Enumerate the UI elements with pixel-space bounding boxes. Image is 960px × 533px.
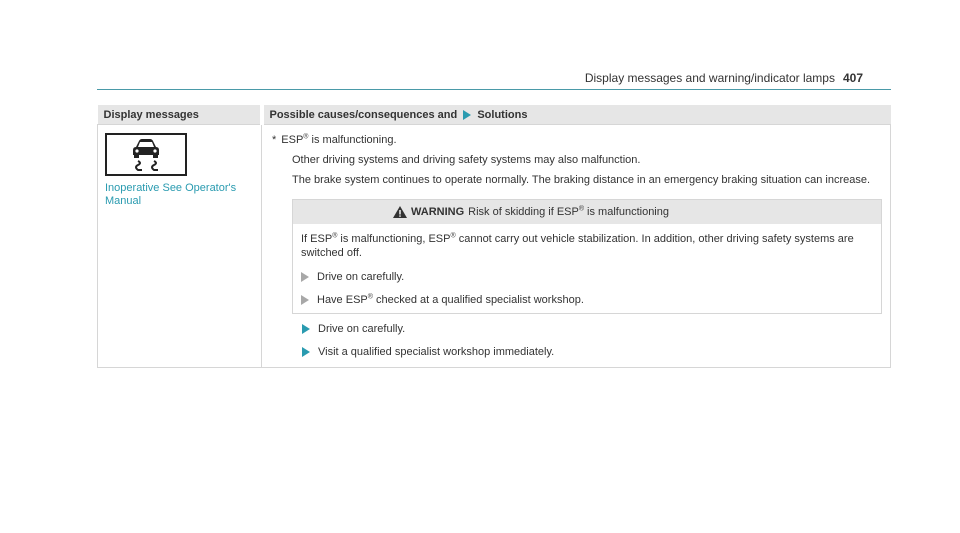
header-rule [97,89,891,90]
step-arrow-icon [301,295,309,305]
asterisk-marker: * [272,134,277,146]
reg-mark: ® [450,232,456,240]
col-header-solutions-label: Solutions [477,108,528,121]
warning-body [293,224,881,313]
cause-text-1-tail: is malfunctioning. [308,134,397,146]
warning-header [293,200,881,224]
cause-line-1 [272,133,882,147]
col-header-causes-label: Possible causes/consequences and [269,108,458,121]
page-number: 407 [842,71,863,85]
table-header-row [98,105,891,125]
solution-step-2 [302,345,882,359]
page-header [585,71,863,85]
step-arrow-icon [302,347,310,357]
warning-text [301,232,873,260]
esp-term: ESP [281,134,304,146]
solution-step-2-text: Visit a qualified specialist workshop immediately. [318,346,555,358]
warning-title [468,205,669,219]
message-cell [98,125,262,368]
reg-mark: ® [367,293,373,301]
warning-title-b: is malfunctioning [584,206,669,218]
solution-step-1 [302,322,882,336]
warning-step-1-text: Drive on carefully. [317,271,405,283]
warning-step-1 [301,270,873,284]
display-messages-table [97,105,891,368]
warning-step-2-a: Have ESP [317,294,368,306]
reg-mark: ® [303,133,309,141]
col-header-display-messages: Display messages [98,105,262,125]
warning-step-2-b: checked at a qualified specialist workshop. [372,294,584,306]
display-message-text[interactable]: Inoperative See Operator's Manual [105,182,237,207]
warning-title-a: Risk of skidding if ESP [468,206,579,218]
cause-line-2: Other driving systems and driving safety systems may also malfunction. [292,154,641,166]
warning-triangle-icon [393,206,407,218]
warning-step-2-text [317,293,584,307]
esp-skidding-car-icon [105,133,187,176]
warning-box [292,199,882,314]
warning-text-b: is malfunctioning, ESP [337,233,451,245]
reg-mark: ® [578,205,584,213]
col-header-causes [262,105,891,125]
cause-text-1 [281,133,396,147]
warning-step-2 [301,293,873,307]
solutions-arrow-icon [463,110,471,120]
solution-step-1-text: Drive on carefully. [318,323,406,335]
table-row [98,125,891,368]
section-title: Display messages and warning/indicator lamps [584,71,835,85]
warning-text-a: If ESP [301,233,333,245]
reg-mark: ® [332,232,338,240]
cause-line-3: The brake system continues to operate normally. The braking distance in an emergency braking situation can increase. [292,174,871,186]
step-arrow-icon [301,272,309,282]
causes-cell [262,125,891,368]
warning-text-c: cannot carry out vehicle stabilization. In addition, other driving safety systems are switched off. [301,233,854,259]
warning-label: WARNING [411,206,465,218]
solution-steps [302,322,882,359]
step-arrow-icon [302,324,310,334]
